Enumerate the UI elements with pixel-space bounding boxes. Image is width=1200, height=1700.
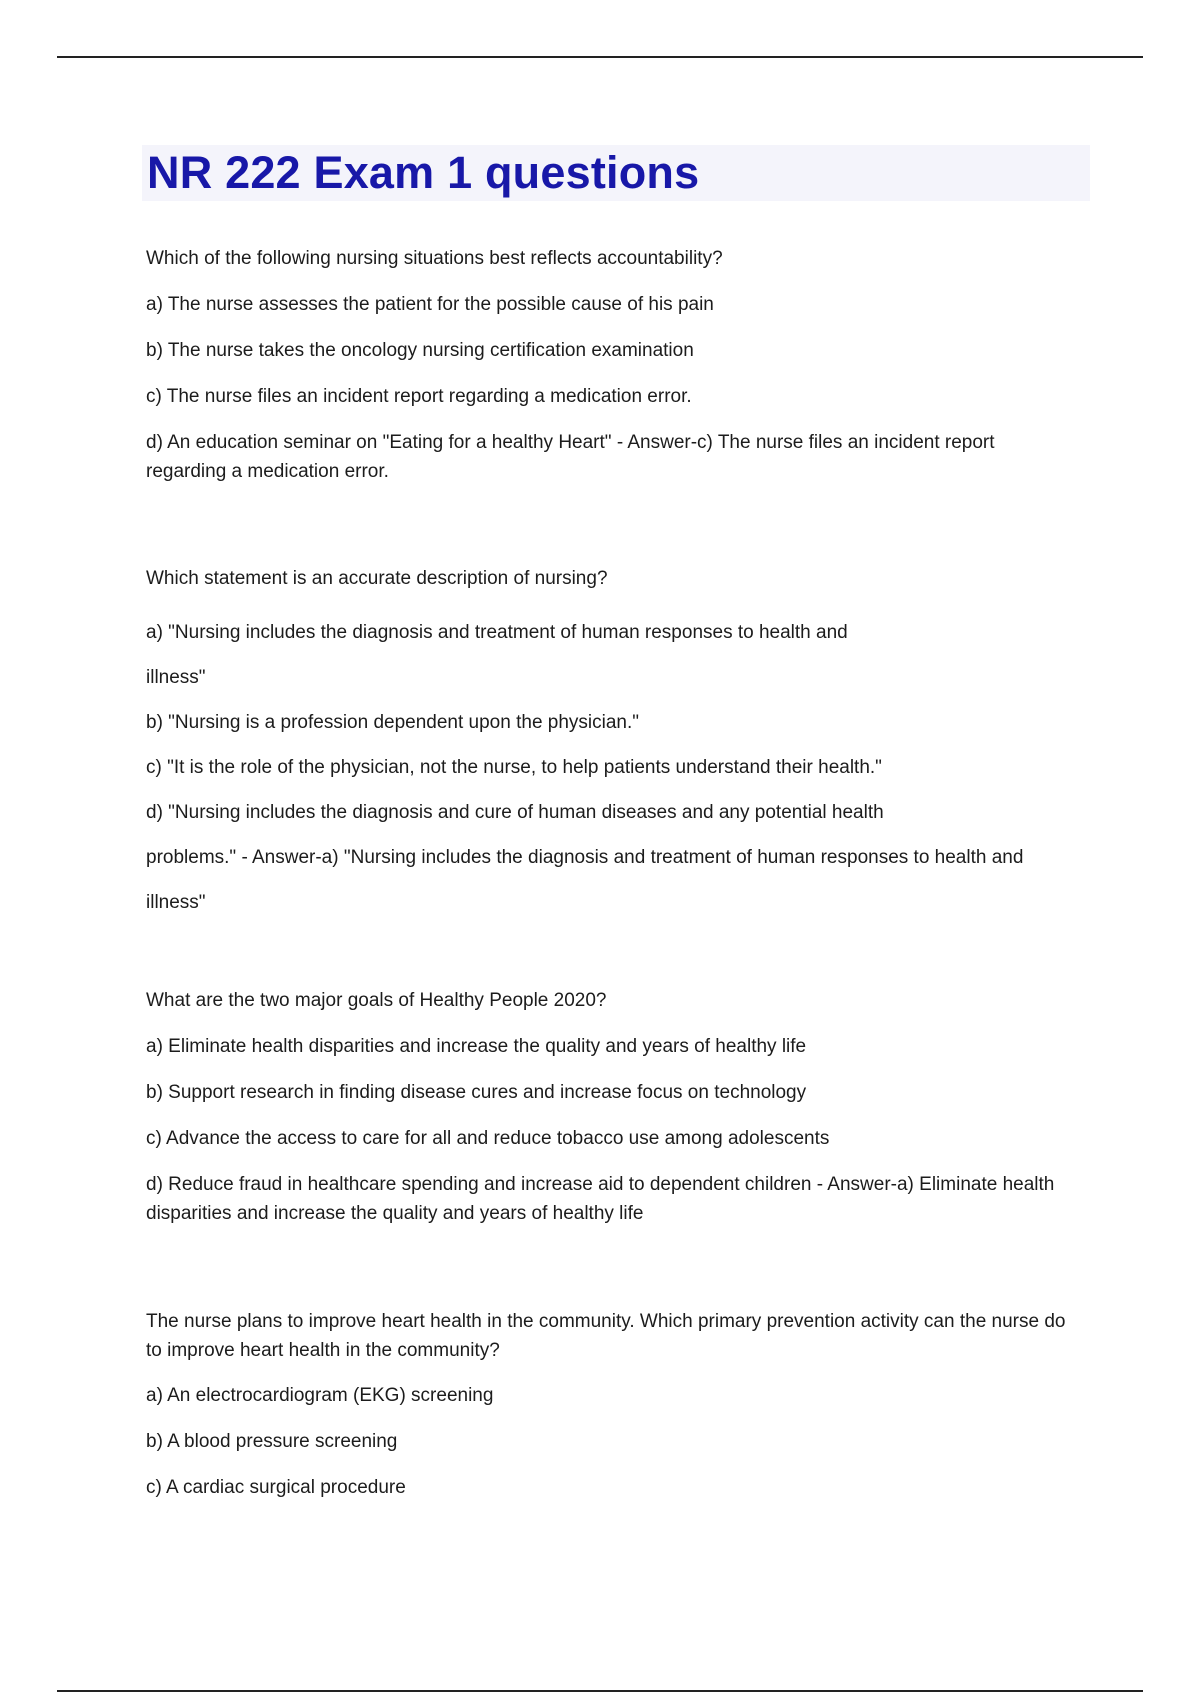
answer-option: b) Support research in finding disease cures and increase focus on technology xyxy=(146,1082,807,1103)
top-rule xyxy=(57,56,1143,58)
answer-option: a) Eliminate health disparities and increase the quality and years of healthy life xyxy=(146,1036,807,1057)
answer-option: illness" xyxy=(146,892,206,913)
question-block-4 xyxy=(146,1307,1106,1503)
question-block-2 xyxy=(146,564,1106,925)
question-block-3 xyxy=(146,986,1106,1228)
answer-option: b) "Nursing is a profession dependent upon the physician." xyxy=(146,712,640,733)
answer-option: d) An education seminar on "Eating for a healthy Heart" - Answer-c) The nurse files an incident report regarding a medication error. xyxy=(146,432,995,482)
page-title: NR 222 Exam 1 questions xyxy=(147,147,700,198)
answer-option: c) Advance the access to care for all and reduce tobacco use among adolescents xyxy=(146,1128,830,1149)
question-spacer xyxy=(146,925,1106,986)
question-spacer xyxy=(146,502,1106,564)
answer-option: b) The nurse takes the oncology nursing certification examination xyxy=(146,340,694,361)
answer-option: a) "Nursing includes the diagnosis and treatment of human responses to health and xyxy=(146,622,848,643)
answer-option: a) The nurse assesses the patient for the possible cause of his pain xyxy=(146,294,714,315)
question-text: Which of the following nursing situations best reflects accountability? xyxy=(146,248,723,269)
questions-content xyxy=(146,244,1106,1519)
answer-option: d) Reduce fraud in healthcare spending and increase aid to dependent children - Answer-a) Eliminate health disparities and increase the quality and years of healthy life xyxy=(146,1174,1055,1224)
answer-option: b) A blood pressure screening xyxy=(146,1431,398,1452)
answer-option: d) "Nursing includes the diagnosis and cure of human diseases and any potential health xyxy=(146,802,884,823)
answer-option: problems." - Answer-a) "Nursing includes the diagnosis and treatment of human responses to health and xyxy=(146,847,1024,868)
answer-option: a) An electrocardiogram (EKG) screening xyxy=(146,1385,494,1406)
question-text: What are the two major goals of Healthy People 2020? xyxy=(146,990,607,1011)
question-spacer xyxy=(146,1244,1106,1307)
answer-option: c) A cardiac surgical procedure xyxy=(146,1477,406,1498)
bottom-rule xyxy=(57,1690,1143,1692)
question-text: The nurse plans to improve heart health in the community. Which primary prevention activity can the nurse do to improve heart health in the community? xyxy=(146,1311,1066,1361)
answer-option: illness" xyxy=(146,667,206,688)
question-text: Which statement is an accurate description of nursing? xyxy=(146,568,608,589)
answer-option: c) "It is the role of the physician, not the nurse, to help patients understand their health." xyxy=(146,757,882,778)
answer-option: c) The nurse files an incident report regarding a medication error. xyxy=(146,386,692,407)
question-block-1 xyxy=(146,244,1106,486)
